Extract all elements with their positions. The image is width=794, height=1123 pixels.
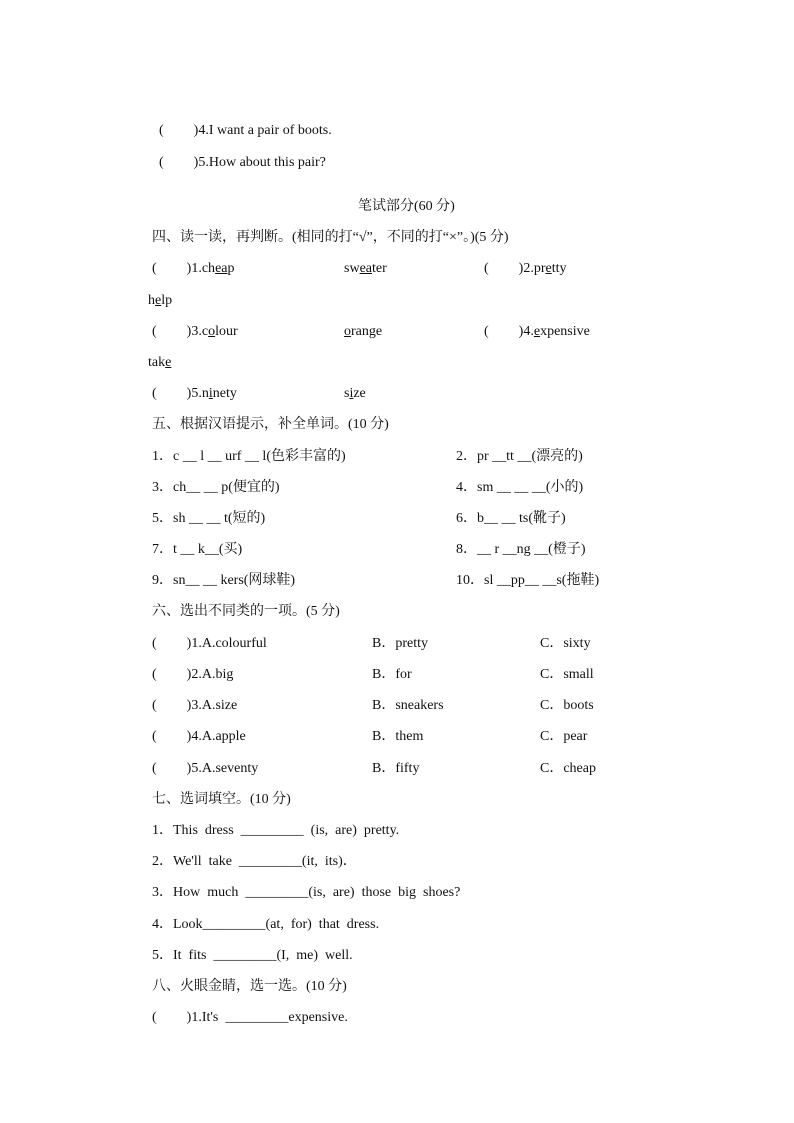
answer-blank[interactable]: ( <box>159 123 164 138</box>
option-b: B．sneakers <box>372 698 444 713</box>
fill-item: 3．ch__ __ p(便宜的) <box>152 480 280 495</box>
option-b: B．pretty <box>372 636 428 651</box>
answer-blank[interactable]: ( <box>159 155 164 170</box>
question-row <box>152 104 332 140</box>
fill-item: 7．t __ k__(买) <box>152 542 243 557</box>
compare-word: sweater <box>344 261 387 276</box>
compare-word: size <box>344 386 366 401</box>
compare-word: orange <box>344 324 383 339</box>
fill-item: 4．sm __ __ __(小的) <box>456 480 584 495</box>
choice-row: ( )1.A.colourful <box>152 636 267 651</box>
fill-sentence: 3．How much _________(is, are) those big shoes? <box>152 885 461 900</box>
option-c: C．pear <box>540 729 588 744</box>
question-text: 5.How about this pair? <box>198 155 326 170</box>
section-heading: 七、选词填空。(10 分) <box>152 792 291 807</box>
fill-item: 10．sl __pp__ __s(拖鞋) <box>456 573 600 588</box>
choice-row: ( )5.A.seventy <box>152 761 259 776</box>
question-text: ) <box>193 123 199 138</box>
question-row: ( )2.pretty <box>484 261 567 276</box>
choice-row: ( )3.A.size <box>152 698 238 713</box>
section-heading: 四、读一读，再判断。(相同的打“√”，不同的打“×”。)(5 分) <box>152 230 509 245</box>
option-b: B．them <box>372 729 424 744</box>
choice-row: ( )1.It's _________expensive. <box>152 1010 348 1025</box>
section-heading: 六、选出不同类的一项。(5 分) <box>152 604 340 619</box>
option-b: B．fifty <box>372 761 420 776</box>
section-heading: 五、根据汉语提示，补全单词。(10 分) <box>152 417 389 432</box>
fill-item: 9．sn__ __ kers(网球鞋) <box>152 573 296 588</box>
fill-item: 5．sh __ __ t(短的) <box>152 511 266 526</box>
fill-item: 6．b__ __ ts(靴子) <box>456 511 566 526</box>
question-row: ( )1.cheap <box>152 261 235 276</box>
option-c: C．sixty <box>540 636 591 651</box>
fill-item: 2．pr __tt __(漂亮的) <box>456 449 583 464</box>
fill-sentence: 4．Look_________(at, for) that dress. <box>152 917 380 932</box>
choice-row: ( )2.A.big <box>152 667 234 682</box>
choice-row: ( )4.A.apple <box>152 729 246 744</box>
question-row: ( )4.expensive <box>484 324 590 339</box>
fill-item: 8．__ r __ng __(橙子) <box>456 542 586 557</box>
section-heading: 八、火眼金睛，选一选。(10 分) <box>152 979 347 994</box>
option-c: C．boots <box>540 698 594 713</box>
section-title: 笔试部分(60 分) <box>358 199 455 214</box>
compare-word: take <box>148 355 172 370</box>
question-row <box>152 136 326 172</box>
question-row: ( )5.ninety <box>152 386 237 401</box>
option-c: C．small <box>540 667 594 682</box>
compare-word: help <box>148 293 173 308</box>
question-row: ( )3.colour <box>152 324 238 339</box>
fill-item: 1．c __ l __ urf __ l(色彩丰富的) <box>152 449 346 464</box>
fill-sentence: 5．It fits _________(I, me) well. <box>152 948 353 963</box>
question-text: ) <box>193 155 199 170</box>
fill-sentence: 2．We'll take _________(it, its)． <box>152 854 357 869</box>
option-c: C．cheap <box>540 761 596 776</box>
fill-sentence: 1．This dress _________ (is, are) pretty. <box>152 823 400 838</box>
question-text: 4.I want a pair of boots. <box>198 123 332 138</box>
option-b: B．for <box>372 667 412 682</box>
